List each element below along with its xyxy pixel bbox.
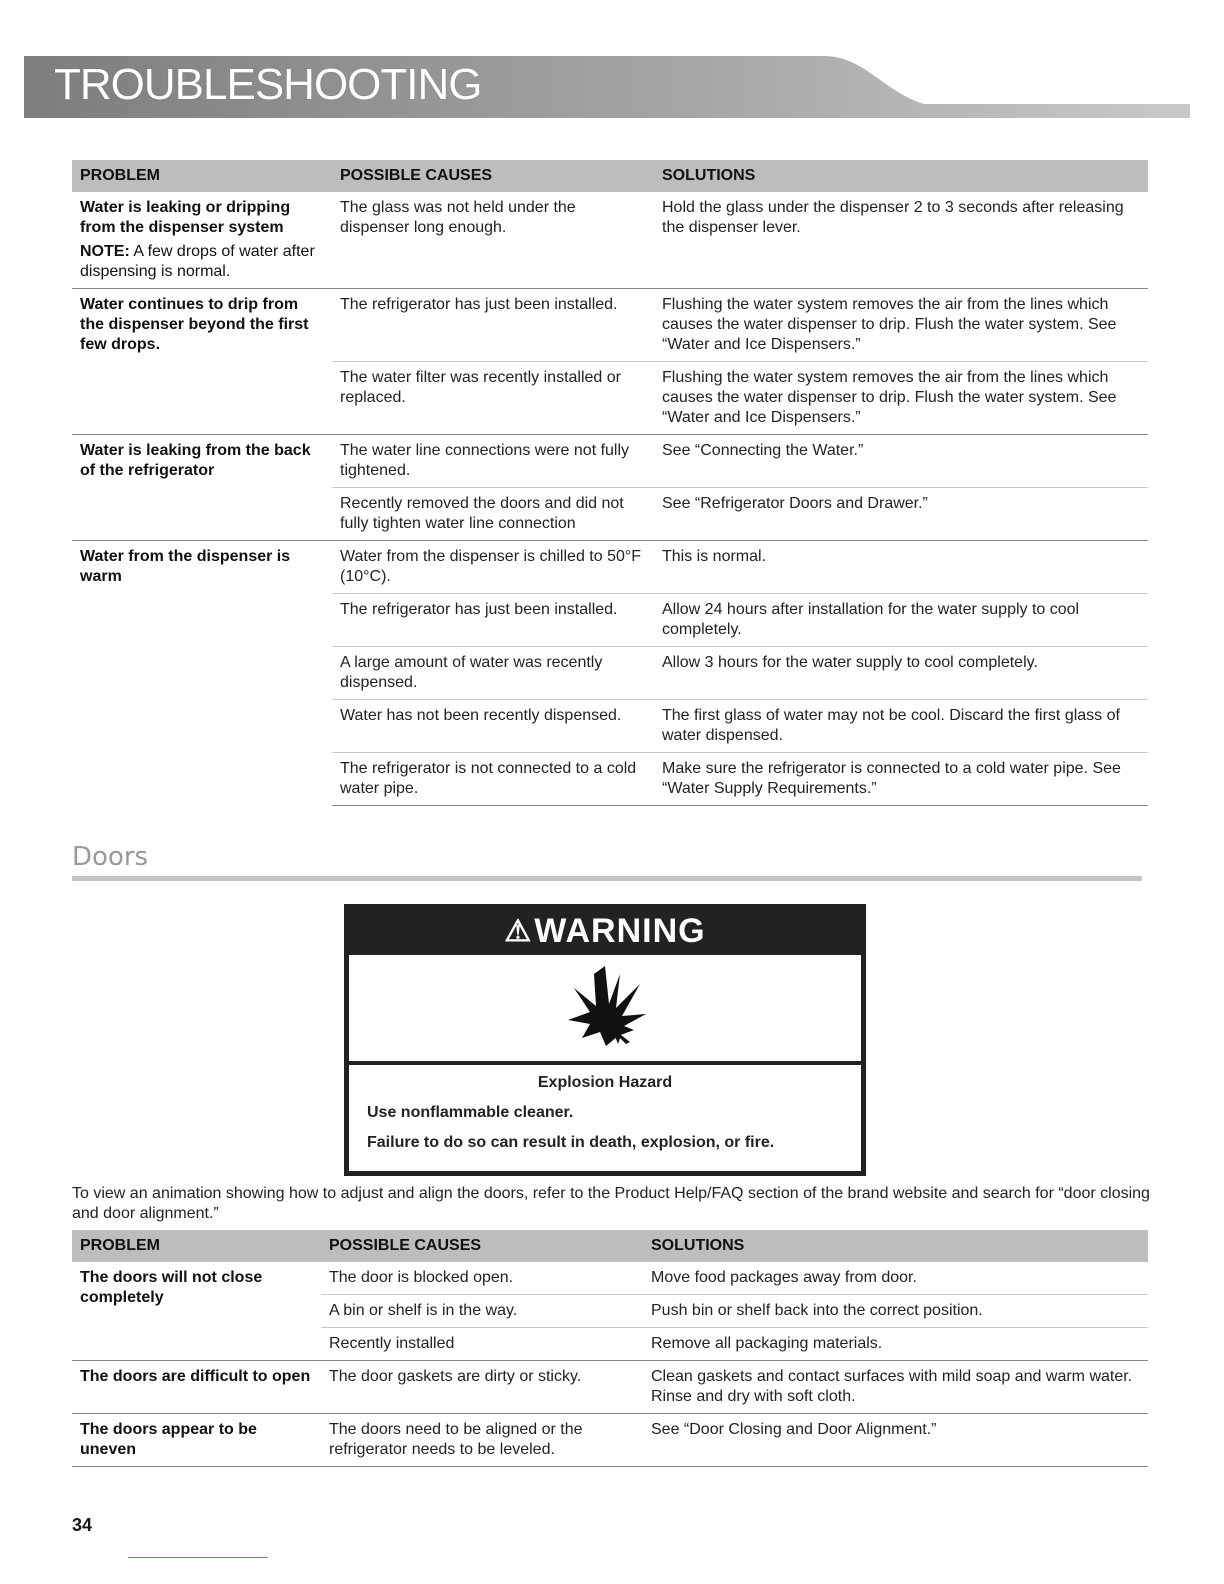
solution-cell: See “Connecting the Water.” xyxy=(654,435,1148,488)
solution-cell: The first glass of water may not be cool. Discard the first glass of water dispensed. xyxy=(654,700,1148,753)
table-header-row xyxy=(72,160,1148,192)
cause-cell: A large amount of water was recently dispensed. xyxy=(332,647,654,700)
cause-cell: The door is blocked open. xyxy=(329,1269,514,1286)
page-banner xyxy=(24,52,1190,118)
cause-cell: The glass was not held under the dispenser long enough. xyxy=(340,199,576,236)
cause-cell: The door gaskets are dirty or sticky. xyxy=(321,1361,643,1414)
note-text: A few drops of water after dispensing is normal. xyxy=(80,243,315,280)
table-header-row xyxy=(72,1230,1148,1262)
warning-text-panel xyxy=(349,1065,861,1171)
problem-cell xyxy=(72,192,332,289)
solution-cell: Remove all packaging materials. xyxy=(643,1328,1148,1361)
note xyxy=(80,242,324,282)
problem-cell: Water is leaking from the back of the refrigerator xyxy=(72,435,332,541)
cause-cell: The water line connections were not fully tightened. xyxy=(332,435,654,488)
header-problem: PROBLEM xyxy=(72,160,332,192)
cause-cell: The refrigerator has just been installed. xyxy=(332,594,654,647)
section-title-doors: Doors xyxy=(72,842,149,872)
note-label: NOTE: xyxy=(80,243,130,260)
solution-cell: Clean gaskets and contact surfaces with mild soap and warm water. Rinse and dry with soft cloth. xyxy=(643,1361,1148,1414)
problem-cell: Water continues to drip from the dispenser beyond the first few drops. xyxy=(72,289,332,435)
solution-cell: Move food packages away from door. xyxy=(651,1269,917,1286)
table-row xyxy=(72,1414,1148,1467)
cause-cell: The doors need to be aligned or the refrigerator needs to be leveled. xyxy=(321,1414,643,1467)
doors-troubleshooting-table xyxy=(72,1230,1148,1467)
section-divider xyxy=(72,876,1142,881)
problem-cell: The doors are difficult to open xyxy=(72,1361,321,1414)
table-row xyxy=(72,541,1148,594)
page-number: 34 xyxy=(72,1515,93,1535)
solution-cell: Allow 3 hours for the water supply to cool completely. xyxy=(654,647,1148,700)
table-row xyxy=(72,1361,1148,1414)
problem-cell: Water from the dispenser is warm xyxy=(72,541,332,806)
cause-cell: Recently removed the doors and did not fully tighten water line connection xyxy=(332,488,654,541)
cause-cell: Water from the dispenser is chilled to 50°F (10°C). xyxy=(332,541,654,594)
solution-cell: Flushing the water system removes the air from the lines which causes the water dispenser to drip. Flush the water system. See “Water and Ice Dispensers.” xyxy=(654,289,1148,362)
footer-link-line xyxy=(128,1557,268,1558)
water-troubleshooting-table xyxy=(72,160,1148,806)
warning-triangle-icon: ⚠ xyxy=(504,914,533,948)
header-problem: PROBLEM xyxy=(72,1230,321,1262)
table-row xyxy=(72,435,1148,488)
problem-cell: The doors appear to be uneven xyxy=(72,1414,321,1467)
warning-box xyxy=(344,904,866,1176)
cause-cell: Water has not been recently dispensed. xyxy=(332,700,654,753)
table-row xyxy=(72,192,1148,289)
header-causes: POSSIBLE CAUSES xyxy=(321,1230,643,1262)
problem-cell: The doors will not close completely xyxy=(80,1269,263,1306)
cause-cell: The refrigerator is not connected to a cold water pipe. xyxy=(332,753,654,806)
hazard-symbol-panel xyxy=(349,955,861,1061)
solution-cell: Hold the glass under the dispenser 2 to 3 seconds after releasing the dispenser lever. xyxy=(662,199,1124,236)
doors-intro-text: To view an animation showing how to adjust and align the doors, refer to the Product Help/FAQ section of the brand website and search for “door closing and door alignment.” xyxy=(72,1185,1150,1222)
page-title: TROUBLESHOOTING xyxy=(54,60,482,109)
warning-line-1: Use nonflammable cleaner. xyxy=(367,1104,574,1121)
cause-cell: Recently installed xyxy=(321,1328,643,1361)
solution-cell: Push bin or shelf back into the correct position. xyxy=(643,1295,1148,1328)
solution-cell: This is normal. xyxy=(654,541,1148,594)
warning-header xyxy=(347,907,863,955)
cause-cell: The water filter was recently installed or replaced. xyxy=(332,362,654,435)
solution-cell: Allow 24 hours after installation for the water supply to cool completely. xyxy=(654,594,1148,647)
hazard-title: Explosion Hazard xyxy=(537,1074,673,1091)
table-row xyxy=(72,289,1148,362)
table-row xyxy=(72,1262,1148,1295)
cause-cell: The refrigerator has just been installed. xyxy=(332,289,654,362)
explosion-hazard-icon xyxy=(560,966,650,1050)
problem-text: Water is leaking or dripping from the dispenser system xyxy=(80,199,291,236)
solution-cell: See “Refrigerator Doors and Drawer.” xyxy=(654,488,1148,541)
solution-cell: See “Door Closing and Door Alignment.” xyxy=(643,1414,1148,1467)
solution-cell: Make sure the refrigerator is connected to a cold water pipe. See “Water Supply Requirements.” xyxy=(654,753,1148,806)
solution-cell: Flushing the water system removes the air from the lines which causes the water dispenser to drip. Flush the water system. See “Water and Ice Dispensers.” xyxy=(654,362,1148,435)
header-solutions: SOLUTIONS xyxy=(654,160,1148,192)
header-causes: POSSIBLE CAUSES xyxy=(332,160,654,192)
cause-cell: A bin or shelf is in the way. xyxy=(321,1295,643,1328)
warning-line-2: Failure to do so can result in death, explosion, or fire. xyxy=(367,1134,775,1151)
warning-heading: WARNING xyxy=(534,911,706,950)
header-solutions: SOLUTIONS xyxy=(643,1230,1148,1262)
